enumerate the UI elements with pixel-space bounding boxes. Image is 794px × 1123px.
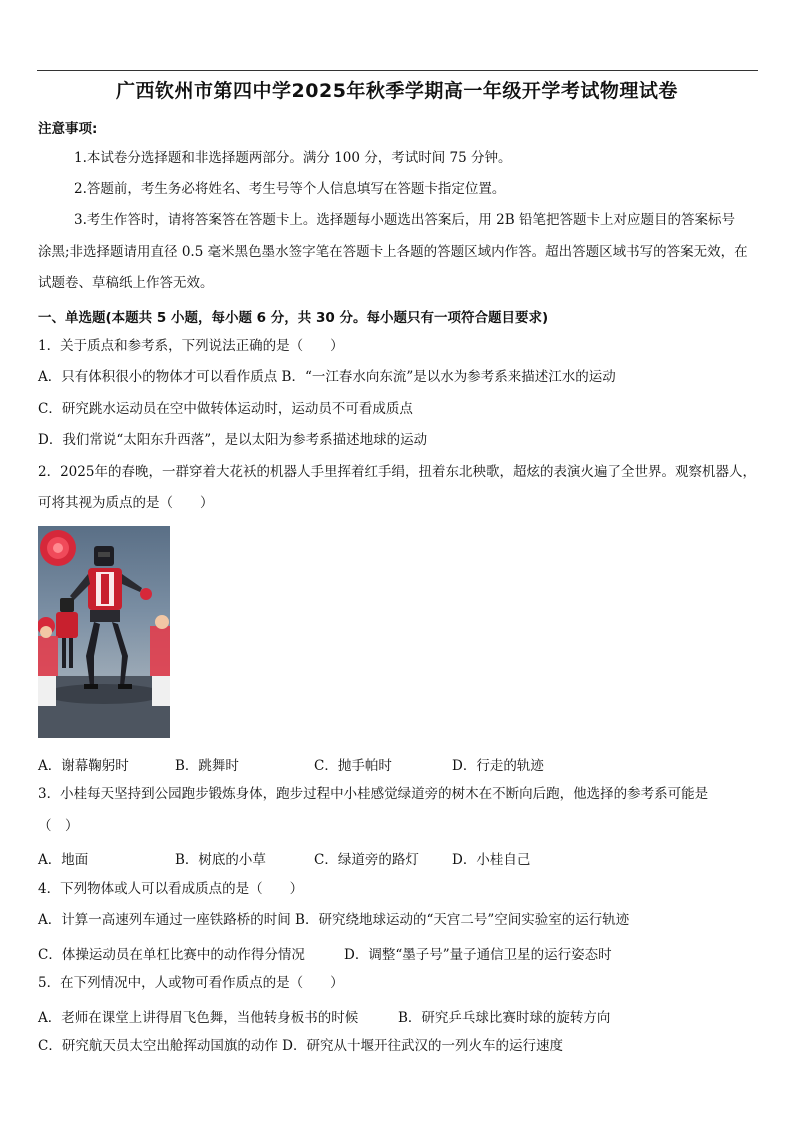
robot-dance-photo — [38, 526, 170, 738]
q2-stem-1: 2．2025年的春晚，一群穿着大花袄的机器人手里挥着红手绢，扭着东北秧歌，超炫的表演火遍了全世界。观察机器人， — [38, 464, 756, 480]
note-item-2: 2.答题前，考生务必将姓名、考生号等个人信息填写在答题卡指定位置。 — [74, 181, 506, 197]
q5-option-cd: C．研究航天员太空出舱挥动国旗的动作 D．研究从十堰开往武汉的一列火车的运行速度 — [38, 1038, 563, 1054]
q2-option-d: D．行走的轨迹 — [452, 758, 544, 774]
q2-option-c: C．抛手帕时 — [314, 758, 392, 774]
q3-stem-1: 3．小桂每天坚持到公园跑步锻炼身体，跑步过程中小桂感觉绿道旁的树木在不断向后跑，他选择的参考系可能是 — [38, 786, 709, 802]
q4-stem: 4．下列物体或人可以看成质点的是（ ） — [38, 881, 304, 897]
q3-stem-2: （ ） — [38, 818, 79, 834]
q5-stem: 5．在下列情况中，人或物可看作质点的是（ ） — [38, 975, 344, 991]
q1-stem: 1．关于质点和参考系，下列说法正确的是（ ） — [38, 338, 344, 354]
q5-option-b: B．研究乒乓球比赛时球的旋转方向 — [398, 1010, 611, 1026]
header-rule — [37, 70, 758, 71]
q2-option-b: B．跳舞时 — [175, 758, 239, 774]
q4-option-c: C．体操运动员在单杠比赛中的动作得分情况 — [38, 947, 305, 963]
q2-stem-2: 可将其视为质点的是（ ） — [38, 495, 214, 511]
q3-option-b: B．树底的小草 — [175, 852, 266, 868]
q1-option-ab: A．只有体积很小的物体才可以看作质点 B．“一江春水向东流”是以水为参考系来描述江水的运动 — [38, 369, 616, 385]
note-item-3: 3.考生作答时，请将答案答在答题卡上。选择题每小题选出答案后，用 2B 铅笔把答题卡上对应题目的答案标号 — [74, 212, 735, 228]
q1-option-d: D．我们常说“太阳东升西落”，是以太阳为参考系描述地球的运动 — [38, 432, 428, 448]
notes-heading: 注意事项: — [38, 121, 98, 137]
q2-option-a: A．谢幕鞠躬时 — [38, 758, 129, 774]
q4-option-d: D．调整“墨子号”量子通信卫星的运行姿态时 — [344, 947, 612, 963]
q5-option-a: A．老师在课堂上讲得眉飞色舞，当他转身板书的时候 — [38, 1010, 359, 1026]
note-item-1: 1.本试卷分选择题和非选择题两部分。满分 100 分，考试时间 75 分钟。 — [74, 150, 512, 166]
note-item-3-cont: 涂黑;非选择题请用直径 0.5 毫米黑色墨水签字笔在答题卡上各题的答题区域内作答。超出答题区域书写的答案无效，在 — [38, 244, 748, 260]
q1-option-c: C．研究跳水运动员在空中做转体运动时，运动员不可看成质点 — [38, 401, 413, 417]
q3-option-a: A．地面 — [38, 852, 89, 868]
note-item-3-end: 试题卷、草稿纸上作答无效。 — [38, 275, 214, 291]
section-heading: 一、单选题(本题共 5 小题，每小题 6 分，共 30 分。每小题只有一项符合题目要求) — [38, 310, 549, 326]
q4-option-ab: A．计算一高速列车通过一座铁路桥的时间 B．研究绕地球运动的“天宫二号”空间实验室的运行轨迹 — [38, 912, 630, 928]
exam-title: 广西钦州市第四中学2025年秋季学期高一年级开学考试物理试卷 — [116, 80, 678, 102]
q3-option-c: C．绿道旁的路灯 — [314, 852, 419, 868]
q3-option-d: D．小桂自己 — [452, 852, 531, 868]
